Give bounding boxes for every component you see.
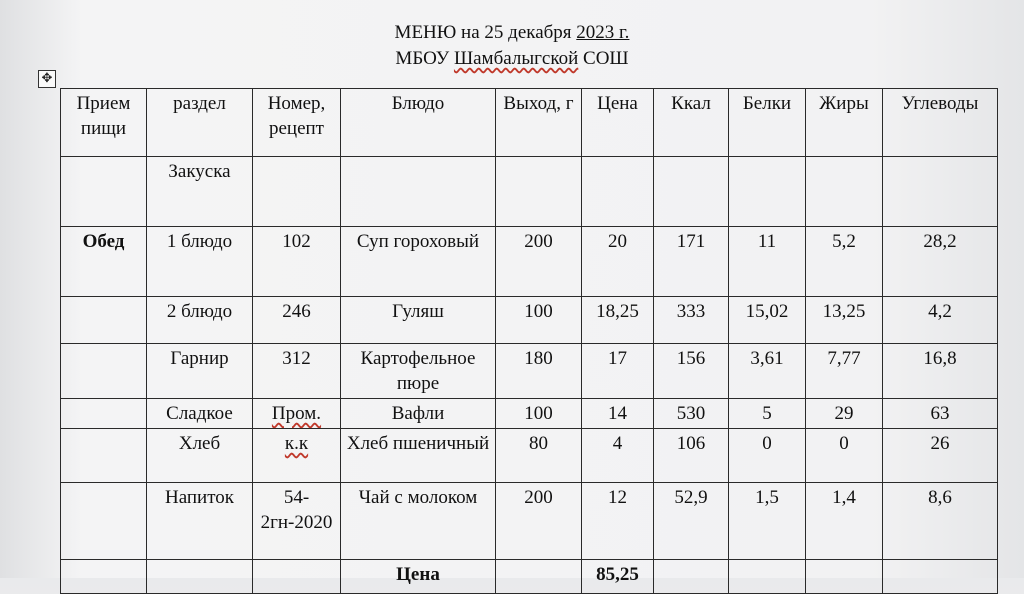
cell-kcal: 52,9 bbox=[654, 483, 729, 560]
cell-kcal: 333 bbox=[654, 297, 729, 344]
cell-output: 200 bbox=[496, 227, 582, 297]
cell-recipe: Пром. bbox=[253, 399, 341, 429]
cell-section: Гарнир bbox=[147, 344, 253, 399]
cell-proteins: 1,5 bbox=[729, 483, 806, 560]
cell-empty bbox=[729, 560, 806, 594]
school-name: Шамбалыгской bbox=[453, 48, 579, 69]
cell-kcal: 171 bbox=[654, 227, 729, 297]
cell-dish: Картофельное пюре bbox=[341, 344, 496, 399]
cell-price: 4 bbox=[582, 429, 654, 483]
table-row bbox=[61, 157, 998, 227]
cell-section: Закуска bbox=[147, 157, 253, 227]
cell-fats: 1,4 bbox=[806, 483, 883, 560]
cell-kcal: 106 bbox=[654, 429, 729, 483]
header-meal: Прием пищи bbox=[61, 89, 147, 157]
cell-recipe: 312 bbox=[253, 344, 341, 399]
cell-fats bbox=[806, 157, 883, 227]
cell-output: 80 bbox=[496, 429, 582, 483]
header-output: Выход, г bbox=[496, 89, 582, 157]
cell-meal bbox=[61, 483, 147, 560]
cell-proteins: 5 bbox=[729, 399, 806, 429]
menu-title-year: 2023 г. bbox=[576, 22, 630, 43]
cell-empty bbox=[496, 560, 582, 594]
cell-output: 100 bbox=[496, 297, 582, 344]
menu-title-text: МЕНЮ на 25 декабря bbox=[394, 22, 577, 43]
cell-carbs bbox=[883, 157, 998, 227]
header-recipe: Номер, рецепт bbox=[253, 89, 341, 157]
cell-empty bbox=[253, 560, 341, 594]
menu-title bbox=[0, 22, 1024, 44]
cell-output: 180 bbox=[496, 344, 582, 399]
cell-dish: Хлеб пшеничный bbox=[341, 429, 496, 483]
cell-fats: 29 bbox=[806, 399, 883, 429]
cell-dish bbox=[341, 157, 496, 227]
header-price: Цена bbox=[582, 89, 654, 157]
table-row bbox=[61, 297, 998, 344]
total-value: 85,25 bbox=[582, 560, 654, 594]
table-header-row bbox=[61, 89, 998, 157]
cell-dish: Гуляш bbox=[341, 297, 496, 344]
cell-proteins: 3,61 bbox=[729, 344, 806, 399]
cell-price: 14 bbox=[582, 399, 654, 429]
cell-kcal bbox=[654, 157, 729, 227]
cell-recipe bbox=[253, 157, 341, 227]
cell-price bbox=[582, 157, 654, 227]
cell-proteins: 11 bbox=[729, 227, 806, 297]
header-dish: Блюдо bbox=[341, 89, 496, 157]
cell-empty bbox=[883, 560, 998, 594]
cell-output bbox=[496, 157, 582, 227]
table-row bbox=[61, 483, 998, 560]
cell-carbs: 63 bbox=[883, 399, 998, 429]
cell-meal bbox=[61, 157, 147, 227]
table-row bbox=[61, 399, 998, 429]
menu-table bbox=[60, 88, 998, 594]
school-title-prefix: МБОУ bbox=[395, 48, 454, 69]
cell-dish: Чай с молоком bbox=[341, 483, 496, 560]
cell-empty bbox=[61, 560, 147, 594]
table-row bbox=[61, 227, 998, 297]
total-row bbox=[61, 560, 998, 594]
header-kcal: Ккал bbox=[654, 89, 729, 157]
cell-meal bbox=[61, 297, 147, 344]
cell-price: 18,25 bbox=[582, 297, 654, 344]
table-move-icon[interactable]: ✥ bbox=[38, 70, 56, 88]
header-proteins: Белки bbox=[729, 89, 806, 157]
cell-dish: Вафли bbox=[341, 399, 496, 429]
cell-carbs: 4,2 bbox=[883, 297, 998, 344]
cell-proteins bbox=[729, 157, 806, 227]
cell-carbs: 16,8 bbox=[883, 344, 998, 399]
cell-fats: 0 bbox=[806, 429, 883, 483]
cell-kcal: 530 bbox=[654, 399, 729, 429]
cell-output: 200 bbox=[496, 483, 582, 560]
cell-recipe: 102 bbox=[253, 227, 341, 297]
cell-meal bbox=[61, 399, 147, 429]
header-carbs: Углеводы bbox=[883, 89, 998, 157]
cell-meal bbox=[61, 344, 147, 399]
cell-empty bbox=[654, 560, 729, 594]
cell-proteins: 0 bbox=[729, 429, 806, 483]
cell-fats: 13,25 bbox=[806, 297, 883, 344]
header-section: раздел bbox=[147, 89, 253, 157]
cell-section: Сладкое bbox=[147, 399, 253, 429]
table-row bbox=[61, 429, 998, 483]
cell-empty bbox=[147, 560, 253, 594]
cell-fats: 5,2 bbox=[806, 227, 883, 297]
cell-recipe: 54-2гн-2020 bbox=[253, 483, 341, 560]
cell-kcal: 156 bbox=[654, 344, 729, 399]
cell-section: 2 блюдо bbox=[147, 297, 253, 344]
total-label: Цена bbox=[341, 560, 496, 594]
cell-carbs: 28,2 bbox=[883, 227, 998, 297]
cell-proteins: 15,02 bbox=[729, 297, 806, 344]
cell-recipe: к.к bbox=[253, 429, 341, 483]
cell-carbs: 8,6 bbox=[883, 483, 998, 560]
cell-meal: Обед bbox=[61, 227, 147, 297]
school-title-suffix: СОШ bbox=[578, 48, 629, 69]
table-row bbox=[61, 344, 998, 399]
cell-price: 12 bbox=[582, 483, 654, 560]
cell-fats: 7,77 bbox=[806, 344, 883, 399]
cell-output: 100 bbox=[496, 399, 582, 429]
cell-empty bbox=[806, 560, 883, 594]
cell-dish: Суп гороховый bbox=[341, 227, 496, 297]
cell-section: Хлеб bbox=[147, 429, 253, 483]
school-title bbox=[0, 48, 1024, 70]
cell-carbs: 26 bbox=[883, 429, 998, 483]
cell-meal bbox=[61, 429, 147, 483]
cell-price: 20 bbox=[582, 227, 654, 297]
cell-price: 17 bbox=[582, 344, 654, 399]
cell-section: 1 блюдо bbox=[147, 227, 253, 297]
header-fats: Жиры bbox=[806, 89, 883, 157]
cell-section: Напиток bbox=[147, 483, 253, 560]
cell-recipe: 246 bbox=[253, 297, 341, 344]
